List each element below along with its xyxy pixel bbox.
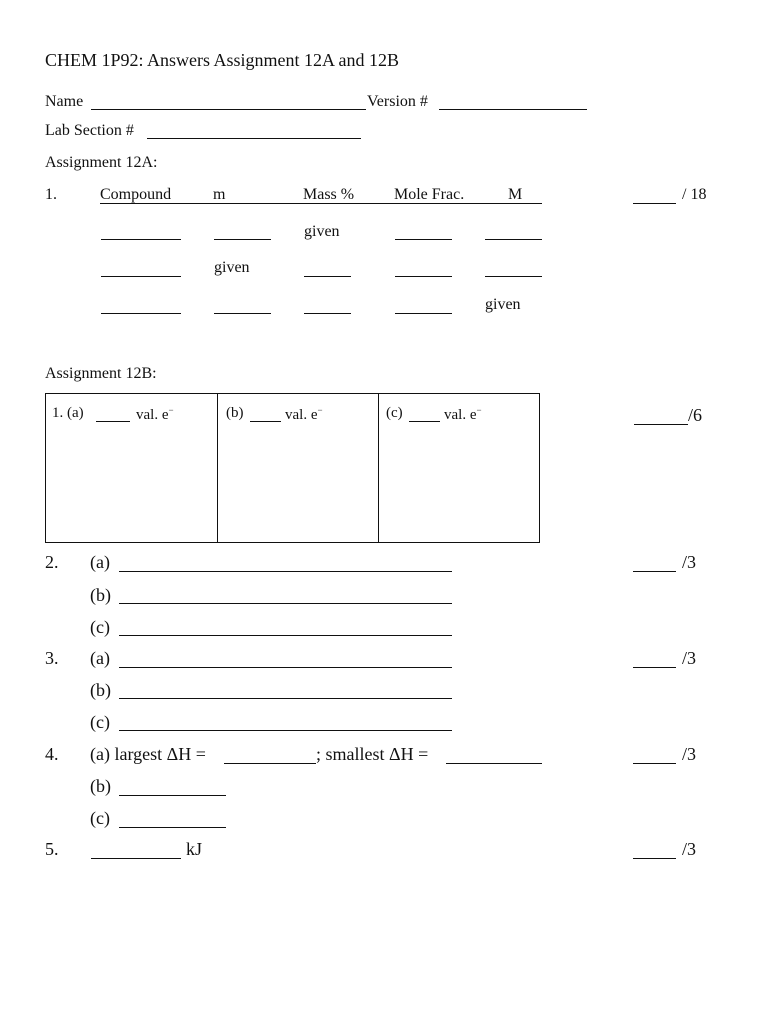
answer-blank[interactable] xyxy=(119,730,452,731)
smallest-delta-h-label: ; smallest ΔH = xyxy=(316,744,429,764)
answer-blank[interactable] xyxy=(119,795,226,796)
smallest-delta-h-blank[interactable] xyxy=(446,763,542,764)
answer-blank[interactable] xyxy=(96,421,130,422)
header-mole-fraction: Mole Frac. xyxy=(394,186,465,203)
score-blank[interactable] xyxy=(633,763,676,764)
answer-blank[interactable] xyxy=(119,827,226,828)
question-number: 1. xyxy=(45,186,57,203)
answer-blank[interactable] xyxy=(395,239,452,240)
assignment-12a-heading: Assignment 12A: xyxy=(45,154,158,171)
answer-blank[interactable] xyxy=(119,603,452,604)
answer-blank[interactable] xyxy=(119,635,452,636)
score-blank[interactable] xyxy=(633,667,676,668)
page-title: CHEM 1P92: Answers Assignment 12A and 12B xyxy=(45,50,400,70)
cell-prefix: (c) xyxy=(386,405,403,421)
answer-blank[interactable] xyxy=(214,239,271,240)
answer-blank[interactable] xyxy=(214,313,271,314)
answer-blank[interactable] xyxy=(250,421,281,422)
score-total: /6 xyxy=(688,405,703,425)
cell-suffix: val. e− xyxy=(285,405,323,423)
header-m: m xyxy=(213,186,226,203)
question-number: 3. xyxy=(45,648,59,668)
given-label: given xyxy=(214,259,250,276)
unit-label: kJ xyxy=(186,839,203,859)
header-underline xyxy=(100,203,542,204)
answer-blank[interactable] xyxy=(395,276,452,277)
given-label: given xyxy=(485,296,521,313)
lab-section-field[interactable] xyxy=(147,138,361,139)
answer-blank[interactable] xyxy=(395,313,452,314)
score-blank[interactable] xyxy=(633,858,676,859)
header-compound: Compound xyxy=(100,186,172,203)
question-number: 2. xyxy=(45,552,59,572)
question-number: 5. xyxy=(45,839,59,859)
box-cell-b[interactable] xyxy=(217,394,379,542)
score-total: / 18 xyxy=(682,186,707,203)
version-label: Version # xyxy=(367,93,428,110)
lab-section-label: Lab Section # xyxy=(45,122,134,139)
score-blank[interactable] xyxy=(634,424,688,425)
score-blank[interactable] xyxy=(633,571,676,572)
largest-delta-h-blank[interactable] xyxy=(224,763,316,764)
box-cell-c[interactable] xyxy=(378,394,540,542)
cell-suffix: val. e− xyxy=(444,405,482,423)
header-molarity: M xyxy=(508,186,523,203)
answer-blank[interactable] xyxy=(409,421,440,422)
part-label: (b) xyxy=(90,776,111,796)
cell-prefix: (b) xyxy=(226,405,244,421)
score-total: /3 xyxy=(682,648,697,668)
part-label: (c) xyxy=(90,712,110,732)
answer-blank[interactable] xyxy=(485,239,542,240)
answer-blank[interactable] xyxy=(101,239,181,240)
name-field[interactable] xyxy=(91,109,366,110)
score-blank[interactable] xyxy=(633,203,676,204)
part-label: (b) xyxy=(90,680,111,700)
answer-blank[interactable] xyxy=(304,276,351,277)
question-number: 4. xyxy=(45,744,59,764)
cell-suffix: val. e− xyxy=(136,405,174,423)
part-label: (b) xyxy=(90,585,111,605)
assignment-12b-heading: Assignment 12B: xyxy=(45,365,157,382)
answer-blank[interactable] xyxy=(485,276,542,277)
score-total: /3 xyxy=(682,744,697,764)
answer-blank[interactable] xyxy=(119,698,452,699)
answer-blank[interactable] xyxy=(101,276,181,277)
part-label: (a) xyxy=(90,552,110,572)
header-mass-percent: Mass % xyxy=(303,186,355,203)
part-label: (c) xyxy=(90,808,110,828)
answer-blank[interactable] xyxy=(91,858,181,859)
answer-blank[interactable] xyxy=(119,667,452,668)
valence-electron-box xyxy=(45,393,540,543)
answer-blank[interactable] xyxy=(119,571,452,572)
answer-blank[interactable] xyxy=(304,313,351,314)
answer-blank[interactable] xyxy=(101,313,181,314)
given-label: given xyxy=(304,223,340,240)
part-label: (a) xyxy=(90,648,110,668)
box-cell-a[interactable] xyxy=(46,394,217,542)
part-label: (c) xyxy=(90,617,110,637)
score-total: /3 xyxy=(682,839,697,859)
cell-prefix: 1. (a) xyxy=(52,405,84,421)
score-total: /3 xyxy=(682,552,697,572)
largest-delta-h-label: (a) largest ΔH = xyxy=(90,744,206,764)
name-label: Name xyxy=(45,93,84,110)
version-field[interactable] xyxy=(439,109,587,110)
